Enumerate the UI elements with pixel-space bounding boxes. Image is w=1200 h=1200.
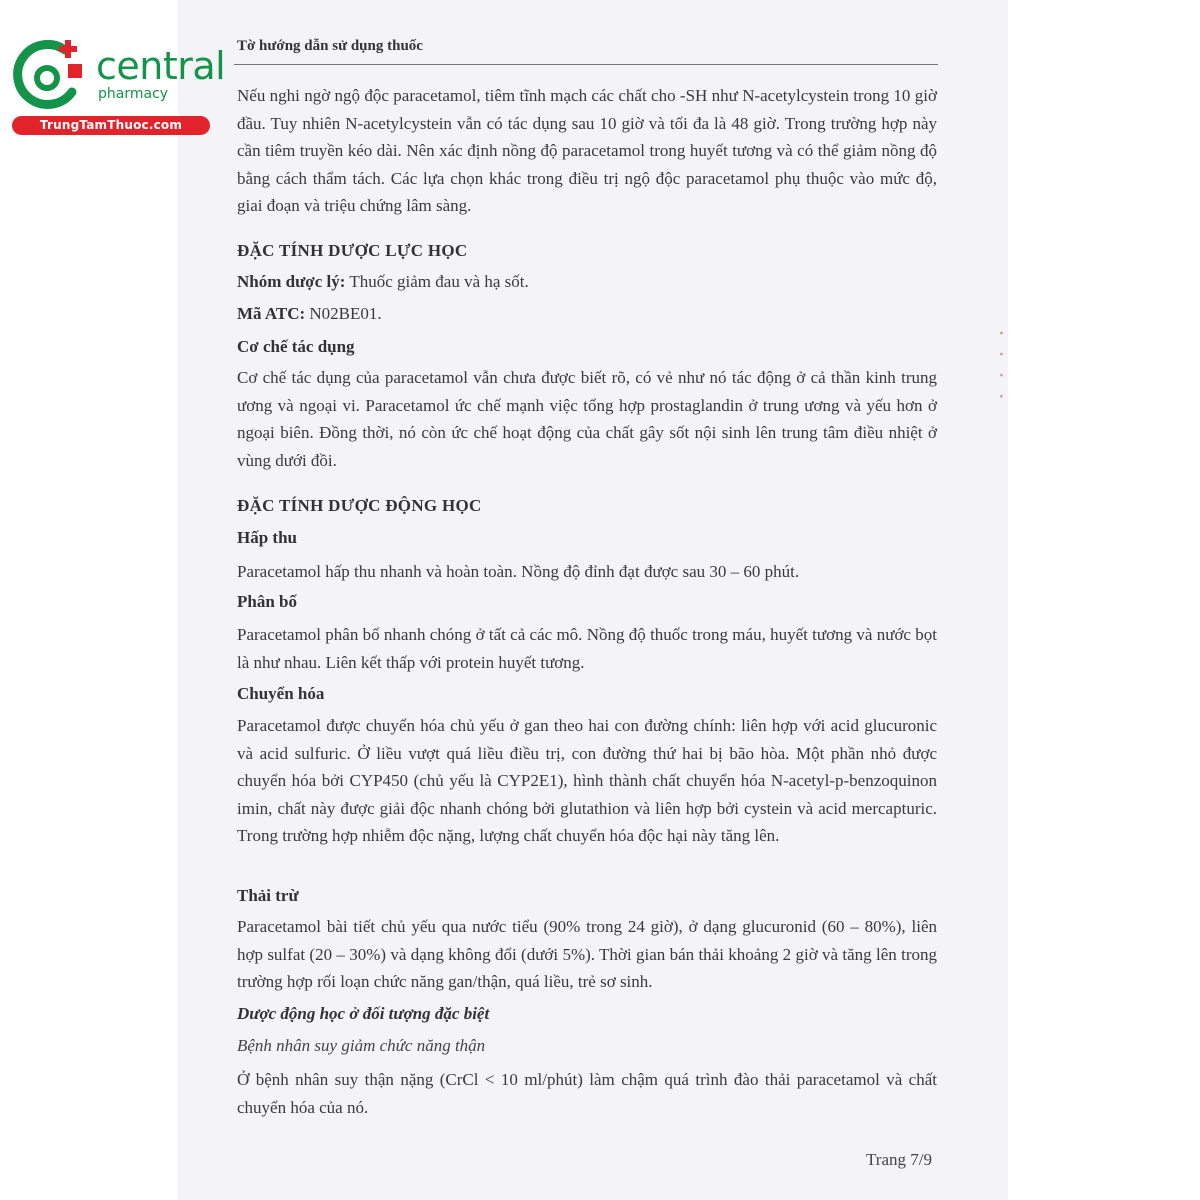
pharmacologic-group-label: Nhóm dược lý: <box>237 272 346 291</box>
distribution-title: Phân bố <box>237 592 297 611</box>
pharmacy-cross-icon <box>10 36 90 116</box>
pharmacologic-group-value: Thuốc giảm đau và hạ sốt. <box>345 272 529 291</box>
metabolism-paragraph: Paracetamol được chuyển hóa chủ yếu ở gan theo hai con đường chính: liên hợp với acid glucuronic và acid sulfuric. Ở liều vượt quá liều điều trị, con đường thứ hai bị bão hòa. Một phần nhỏ được chuyển hóa bởi CYP450 (chủ yếu là CYP2E1), hình thành chất chuyển hóa N-acetyl-p-benzoquinon imin, chất này được giải độc nhanh chóng bởi glutathion và liên hợp bởi cystein và acid mercapturic. Trong trường hợp nhiễm độc nặng, lượng chất chuyển hóa độc hại này tăng lên. <box>237 716 937 846</box>
pharmacokinetics-heading: ĐẶC TÍNH DƯỢC ĐỘNG HỌC <box>237 496 482 515</box>
central-pharmacy-logo[interactable] <box>10 36 226 136</box>
document-header: Tờ hướng dẫn sử dụng thuốc <box>237 38 423 54</box>
absorption-paragraph: Paracetamol hấp thu nhanh và hoàn toàn. Nồng độ đỉnh đạt được sau 30 – 60 phút. <box>237 562 800 581</box>
atc-code-label: Mã ATC: <box>237 304 306 323</box>
distribution-paragraph: Paracetamol phân bố nhanh chóng ở tất cả các mô. Nồng độ thuốc trong máu, huyết tương và nước bọt là như nhau. Liên kết thấp với protein huyết tương. <box>237 625 937 672</box>
mechanism-title: Cơ chế tác dụng <box>237 337 355 356</box>
absorption-title: Hấp thu <box>237 528 297 547</box>
atc-code-value: N02BE01. <box>305 304 382 323</box>
elimination-title: Thải trừ <box>237 886 299 905</box>
renal-impairment-paragraph: Ở bệnh nhân suy thận nặng (CrCl < 10 ml/phút) làm chậm quá trình đào thải paracetamol và chất chuyển hóa của nó. <box>237 1070 937 1117</box>
logo-subtitle: pharmacy <box>98 86 169 102</box>
intro-paragraph: Nếu nghi ngờ ngộ độc paracetamol, tiêm tĩnh mạch các chất cho -SH như N-acetylcystein trong 10 giờ đầu. Tuy nhiên N-acetylcystein vẫn có tác dụng sau 10 giờ và tối đa là 48 giờ. Trong trường hợp này cần tiêm truyền kéo dài. Nên xác định nồng độ paracetamol trong huyết tương và có thể giảm nồng độ bằng cách thẩm tách. Các lựa chọn khác trong điều trị ngộ độc paracetamol phụ thuộc vào mức độ, giai đoạn và triệu chứng lâm sàng. <box>237 86 937 216</box>
header-divider <box>234 64 938 65</box>
metabolism-title: Chuyển hóa <box>237 684 325 703</box>
atc-code-line <box>237 304 382 324</box>
special-populations-title: Dược động học ở đối tượng đặc biệt <box>237 1004 490 1023</box>
mechanism-paragraph: Cơ chế tác dụng của paracetamol vẫn chưa được biết rõ, có vẻ như nó tác động ở cả thần kinh trung ương và ngoại vi. Paracetamol ức chế mạnh việc tổng hợp prostaglandin ở trung ương và yếu hơn ở ngoại biên. Đồng thời, nó còn ức chế hoạt động của chất gây sốt nội sinh lên trung tâm điều nhiệt ở vùng dưới đồi. <box>237 368 937 470</box>
logo-name: central <box>96 44 226 88</box>
renal-impairment-title: Bệnh nhân suy giảm chức năng thận <box>237 1036 486 1055</box>
pharmacodynamics-heading: ĐẶC TÍNH DƯỢC LỰC HỌC <box>237 241 468 260</box>
margin-stamp: • • • • <box>995 330 1006 406</box>
logo-site-url[interactable]: TrungTamThuoc.com <box>12 116 210 135</box>
pharmacologic-group-line <box>237 272 529 292</box>
page-number: Trang 7/9 <box>866 1150 932 1169</box>
elimination-paragraph: Paracetamol bài tiết chủ yếu qua nước tiểu (90% trong 24 giờ), ở dạng glucuronid (60 – 80%), liên hợp sulfat (20 – 30%) và dạng không đổi (dưới 5%). Thời gian bán thải khoảng 2 giờ và tăng lên trong trường hợp rối loạn chức năng gan/thận, quá liều, trẻ sơ sinh. <box>237 917 937 992</box>
